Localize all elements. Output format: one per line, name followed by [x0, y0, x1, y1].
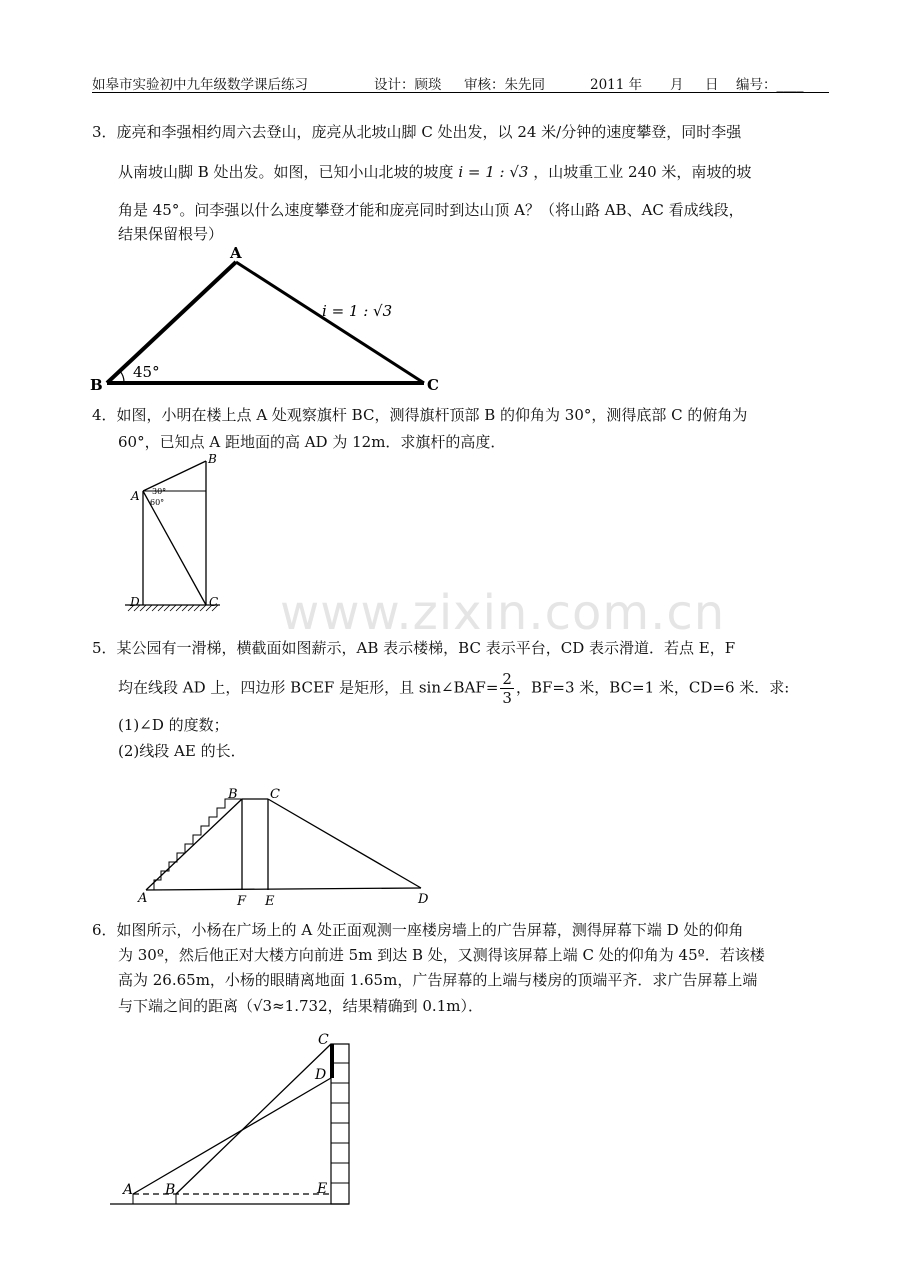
q4-label-b: B	[208, 452, 217, 466]
q3-line-3: 角是 45°。问李强以什么速度攀登才能和庞亮同时到达山顶 A？（将山路 AB、AC 看成线段，	[118, 201, 744, 219]
header-design: 设计：顾琰	[374, 77, 442, 93]
q3-label-c: C	[427, 376, 439, 394]
q3-label-a: A	[230, 244, 242, 262]
q6-line-1: 6．如图所示，小杨在广场上的 A 处正面观测一座楼房墙上的广告屏幕，测得屏幕下端 D 处的仰角	[92, 921, 744, 939]
q3-label-angle: 45°	[133, 363, 160, 381]
q5-frac-den: 3	[502, 689, 512, 707]
header-year: 2011 年	[590, 77, 643, 93]
header-school: 如皋市实验初中九年级数学课后练习	[92, 77, 308, 93]
q5-line-2b: ，BF=3 米，BC=1 米，CD=6 米．求:	[515, 678, 790, 697]
q3-slope-formula: i = 1 : √3	[458, 163, 529, 181]
q6-line-2: 为 30º，然后他正对大楼方向前进 5m 到达 B 处，又测得该屏幕上端 C 处的仰角为 45º．若该楼	[118, 946, 765, 964]
q6-building-floors	[331, 1063, 349, 1183]
q5-line-2a: 均在线段 AD 上，四边形 BCEF 是矩形，且 sin∠BAF=	[118, 678, 499, 697]
q6-label-c: C	[318, 1032, 329, 1048]
q6-label-e: E	[317, 1181, 328, 1197]
q3-line-2b: ，山坡重工业 240 米，南坡的坡	[533, 163, 752, 181]
q3-line-1: 3．庞亮和李强相约周六去登山，庞亮从北坡山脚 C 处出发，以 24 米/分钟的速度攀登，同时李强	[92, 123, 742, 141]
q3-line-4: 结果保留根号）	[118, 225, 224, 243]
q4-label-d: D	[130, 595, 140, 609]
q3-label-b: B	[90, 376, 103, 394]
q4-line-1: 4．如图，小明在楼上点 A 处观察旗杆 BC，测得旗杆顶部 B 的仰角为 30°，测得底部 C 的俯角为	[92, 406, 748, 424]
watermark: www.zixin.com.cn	[280, 585, 726, 641]
q3-label-slope: i = 1 : √3	[322, 302, 393, 320]
q4-label-c: C	[209, 595, 219, 609]
q6-label-d: D	[315, 1067, 327, 1083]
q6-label-b: B	[165, 1182, 176, 1198]
header-serial: 编号：____	[736, 77, 804, 93]
q6-line-4: 与下端之间的距离（√3≈1.732，结果精确到 0.1m）．	[118, 997, 483, 1015]
q6-sight-ad	[133, 1078, 331, 1194]
q5-label-f: F	[237, 894, 247, 909]
q4-label-60: 60°	[150, 498, 165, 507]
q5-part-1: (1)∠D 的度数；	[118, 716, 229, 734]
q5-line-1: 5．某公园有一滑梯，横截面如图薪示，AB 表示楼梯，BC 表示平台，CD 表示滑道．若点 E，F	[92, 639, 736, 657]
header-month: 月	[670, 77, 684, 93]
q4-label-a: A	[131, 489, 140, 503]
header-review: 审核：朱先同	[464, 77, 545, 93]
q6-line-3: 高为 26.65m，小杨的眼睛离地面 1.65m，广告屏幕的上端与楼房的顶端平齐．求广告屏幕上端	[118, 971, 758, 989]
q3-line-2a: 从南坡山脚 B 处出发。如图，已知小山北坡的坡度	[118, 163, 454, 181]
q4-label-30: 30°	[152, 487, 167, 496]
q5-frac-num: 2	[502, 670, 512, 688]
q5-label-d: D	[418, 892, 429, 907]
q5-label-a: A	[138, 891, 148, 906]
q5-label-b: B	[228, 787, 238, 802]
q6-label-a: A	[123, 1182, 134, 1198]
q5-part-2: (2)线段 AE 的长．	[118, 742, 246, 760]
q6-sight-bc	[176, 1044, 331, 1194]
q4-line-2: 60°，已知点 A 距地面的高 AD 为 12m．求旗杆的高度．	[118, 433, 506, 451]
header-day: 日	[705, 77, 719, 93]
q5-label-e: E	[265, 894, 275, 909]
q5-label-c: C	[270, 787, 280, 802]
